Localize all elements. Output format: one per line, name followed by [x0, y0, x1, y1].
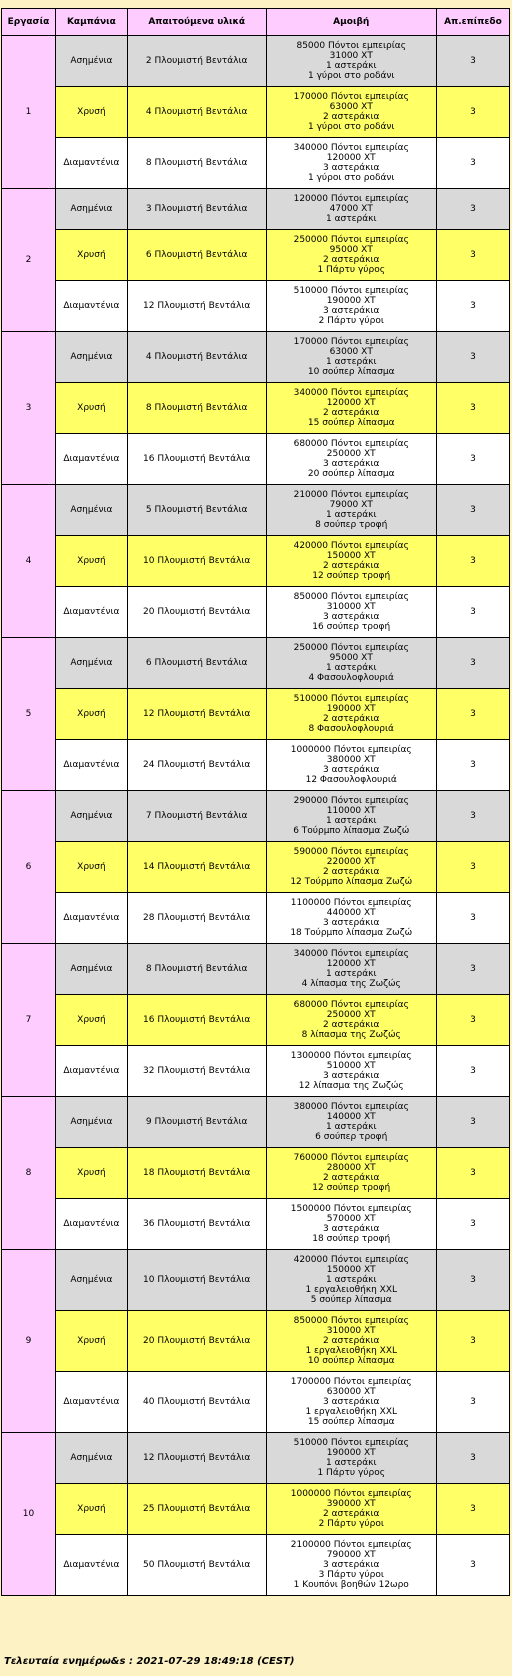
reward-line: 420000 Πόντοι εμπειρίας — [293, 541, 409, 551]
materials-cell: 32 Πλουμιστή Βεντάλια — [128, 1046, 266, 1096]
reward-line: 3 αστεράκια — [323, 612, 380, 622]
table-row — [2, 1199, 509, 1249]
table-row — [2, 485, 509, 535]
reward-line: 1 εργαλειοθήκη XXL — [305, 1346, 398, 1356]
reward-cell — [267, 893, 436, 943]
reward-line: 340000 Πόντοι εμπειρίας — [293, 949, 409, 959]
reward-line: 1 αστεράκι — [325, 816, 377, 826]
table-row — [2, 995, 509, 1045]
reward-line: 18 Τούρμπο λίπασμα Ζωζώ — [290, 928, 413, 938]
reward-line: 220000 ΧΤ — [326, 857, 376, 867]
reward-line: 12 σούπερ τροφή — [312, 571, 391, 581]
reward-cell — [267, 434, 436, 484]
materials-cell: 2 Πλουμιστή Βεντάλια — [128, 36, 266, 86]
campaign-cell: Διαμαντένια — [56, 587, 127, 637]
materials-cell: 20 Πλουμιστή Βεντάλια — [128, 1311, 266, 1371]
table-row — [2, 1535, 509, 1595]
reward-line: 5 σούπερ λίπασμα — [310, 1295, 392, 1305]
tasks-body — [2, 36, 509, 1595]
reward-line: 2 αστεράκια — [323, 255, 380, 265]
reward-line: 1 Κουπόνι βοηθών 12ωρο — [293, 1580, 409, 1590]
table-row — [2, 383, 509, 433]
campaign-cell: Χρυσή — [56, 995, 127, 1045]
reward-line: 1500000 Πόντοι εμπειρίας — [290, 1204, 412, 1214]
campaign-cell: Χρυσή — [56, 1148, 127, 1198]
campaign-cell: Διαμαντένια — [56, 740, 127, 790]
reward-line: 1 αστεράκι — [325, 510, 377, 520]
materials-cell: 20 Πλουμιστή Βεντάλια — [128, 587, 266, 637]
level-cell: 3 — [437, 485, 509, 535]
reward-line: 2 αστεράκια — [323, 112, 380, 122]
level-cell: 3 — [437, 87, 509, 137]
reward-cell — [267, 1199, 436, 1249]
reward-line: 440000 ΧΤ — [326, 908, 376, 918]
level-cell: 3 — [437, 1046, 509, 1096]
reward-line: 8 λίπασμα της Ζωζώς — [301, 1030, 401, 1040]
table-row — [2, 281, 509, 331]
level-cell: 3 — [437, 1372, 509, 1432]
level-cell: 3 — [437, 332, 509, 382]
level-cell: 3 — [437, 944, 509, 994]
reward-cell — [267, 1250, 436, 1310]
table-row — [2, 791, 509, 841]
table-row — [2, 138, 509, 188]
campaign-cell: Χρυσή — [56, 87, 127, 137]
level-cell: 3 — [437, 740, 509, 790]
materials-cell: 14 Πλουμιστή Βεντάλια — [128, 842, 266, 892]
table-row — [2, 740, 509, 790]
materials-cell: 12 Πλουμιστή Βεντάλια — [128, 281, 266, 331]
reward-line: 95000 ΧΤ — [329, 245, 373, 255]
reward-line: 12 λίπασμα της Ζωζώς — [298, 1081, 404, 1091]
materials-cell: 16 Πλουμιστή Βεντάλια — [128, 995, 266, 1045]
reward-cell — [267, 332, 436, 382]
reward-cell — [267, 87, 436, 137]
task-number: 10 — [2, 1433, 55, 1595]
reward-line: 3 αστεράκια — [323, 1224, 380, 1234]
reward-cell — [267, 689, 436, 739]
reward-cell — [267, 230, 436, 280]
reward-line: 8 σούπερ τροφή — [315, 520, 388, 530]
level-cell: 3 — [437, 1484, 509, 1534]
table-row — [2, 842, 509, 892]
reward-line: 6 σούπερ τροφή — [315, 1132, 388, 1142]
reward-line: 20 σούπερ λίπασμα — [307, 469, 395, 479]
level-cell: 3 — [437, 893, 509, 943]
reward-line: 2 Πάρτυ γύροι — [318, 316, 384, 326]
reward-line: 3 αστεράκια — [323, 1560, 380, 1570]
reward-line: 1 εργαλειοθήκη XXL — [305, 1285, 398, 1295]
reward-line: 63000 ΧΤ — [329, 347, 373, 357]
materials-cell: 12 Πλουμιστή Βεντάλια — [128, 689, 266, 739]
reward-line: 190000 ΧΤ — [326, 704, 376, 714]
table-row — [2, 638, 509, 688]
reward-line: 250000 ΧΤ — [326, 1010, 376, 1020]
materials-cell: 3 Πλουμιστή Βεντάλια — [128, 189, 266, 229]
reward-line: 2 αστεράκια — [323, 867, 380, 877]
table-row — [2, 587, 509, 637]
level-cell: 3 — [437, 1311, 509, 1371]
reward-line: 850000 Πόντοι εμπειρίας — [293, 1316, 409, 1326]
reward-line: 1 γύροι στο ροδάνι — [308, 122, 395, 132]
reward-line: 3 αστεράκια — [323, 1071, 380, 1081]
materials-cell: 4 Πλουμιστή Βεντάλια — [128, 87, 266, 137]
campaign-cell: Ασημένια — [56, 1250, 127, 1310]
campaign-cell: Ασημένια — [56, 36, 127, 86]
task-number: 1 — [2, 36, 55, 188]
reward-line: 2 αστεράκια — [323, 1173, 380, 1183]
reward-line: 310000 ΧΤ — [326, 1326, 376, 1336]
materials-cell: 40 Πλουμιστή Βεντάλια — [128, 1372, 266, 1432]
reward-line: 390000 ΧΤ — [326, 1499, 376, 1509]
reward-cell — [267, 944, 436, 994]
reward-line: 8 Φασουλοφλουριά — [308, 724, 394, 734]
reward-cell — [267, 842, 436, 892]
campaign-cell: Διαμαντένια — [56, 1046, 127, 1096]
reward-cell — [267, 1535, 436, 1595]
materials-cell: 36 Πλουμιστή Βεντάλια — [128, 1199, 266, 1249]
reward-line: 3 αστεράκια — [323, 163, 380, 173]
reward-line: 2100000 Πόντοι εμπειρίας — [290, 1540, 412, 1550]
reward-line: 1 αστεράκι — [325, 1458, 377, 1468]
reward-line: 1 αστεράκι — [325, 1122, 377, 1132]
campaign-cell: Χρυσή — [56, 1484, 127, 1534]
materials-cell: 28 Πλουμιστή Βεντάλια — [128, 893, 266, 943]
materials-cell: 5 Πλουμιστή Βεντάλια — [128, 485, 266, 535]
reward-line: 680000 Πόντοι εμπειρίας — [293, 1000, 409, 1010]
materials-cell: 6 Πλουμιστή Βεντάλια — [128, 230, 266, 280]
reward-line: 2 αστεράκια — [323, 1509, 380, 1519]
table-row — [2, 230, 509, 280]
reward-line: 15 σούπερ λίπασμα — [307, 1417, 395, 1427]
task-number: 5 — [2, 638, 55, 790]
campaign-cell: Διαμαντένια — [56, 434, 127, 484]
reward-line: 290000 Πόντοι εμπειρίας — [293, 796, 409, 806]
reward-line: 250000 ΧΤ — [326, 449, 376, 459]
reward-line: 140000 ΧΤ — [326, 1112, 376, 1122]
reward-line: 18 σούπερ τροφή — [312, 1234, 391, 1244]
reward-cell — [267, 1097, 436, 1147]
campaign-cell: Ασημένια — [56, 1433, 127, 1483]
task-number: 7 — [2, 944, 55, 1096]
reward-line: 1 αστεράκι — [325, 357, 377, 367]
header-row — [2, 9, 509, 35]
reward-line: 16 σούπερ τροφή — [312, 622, 391, 632]
level-cell: 3 — [437, 383, 509, 433]
reward-line: 1 Πάρτυ γύρος — [317, 1468, 385, 1478]
reward-line: 6 Τούρμπο λίπασμα Ζωζώ — [293, 826, 410, 836]
reward-cell — [267, 638, 436, 688]
materials-cell: 4 Πλουμιστή Βεντάλια — [128, 332, 266, 382]
reward-cell — [267, 1046, 436, 1096]
reward-line: 2 αστεράκια — [323, 1020, 380, 1030]
table-row — [2, 1097, 509, 1147]
materials-cell: 6 Πλουμιστή Βεντάλια — [128, 638, 266, 688]
reward-line: 1 εργαλειοθήκη XXL — [305, 1407, 398, 1417]
campaign-cell: Διαμαντένια — [56, 893, 127, 943]
level-cell: 3 — [437, 1535, 509, 1595]
reward-line: 120000 ΧΤ — [326, 153, 376, 163]
reward-line: 1 αστεράκι — [325, 663, 377, 673]
reward-cell — [267, 536, 436, 586]
header-level: Απ.επίπεδο — [437, 9, 509, 35]
reward-line: 3 αστεράκια — [323, 306, 380, 316]
reward-line: 12 Τούρμπο λίπασμα Ζωζώ — [290, 877, 413, 887]
task-number: 9 — [2, 1250, 55, 1432]
reward-line: 1000000 Πόντοι εμπειρίας — [290, 1489, 412, 1499]
level-cell: 3 — [437, 434, 509, 484]
reward-cell — [267, 1372, 436, 1432]
reward-line: 210000 Πόντοι εμπειρίας — [293, 490, 409, 500]
header-materials: Απαιτούμενα υλικά — [128, 9, 266, 35]
level-cell: 3 — [437, 842, 509, 892]
materials-cell: 18 Πλουμιστή Βεντάλια — [128, 1148, 266, 1198]
reward-line: 590000 Πόντοι εμπειρίας — [293, 847, 409, 857]
reward-cell — [267, 1484, 436, 1534]
reward-line: 1 αστεράκι — [325, 1275, 377, 1285]
reward-line: 190000 ΧΤ — [326, 296, 376, 306]
reward-cell — [267, 138, 436, 188]
materials-cell: 50 Πλουμιστή Βεντάλια — [128, 1535, 266, 1595]
task-number: 2 — [2, 189, 55, 331]
reward-cell — [267, 281, 436, 331]
materials-cell: 10 Πλουμιστή Βεντάλια — [128, 536, 266, 586]
header-reward: Αμοιβή — [267, 9, 436, 35]
reward-cell — [267, 1433, 436, 1483]
reward-line: 510000 Πόντοι εμπειρίας — [293, 286, 409, 296]
reward-line: 380000 Πόντοι εμπειρίας — [293, 1102, 409, 1112]
reward-line: 280000 ΧΤ — [326, 1163, 376, 1173]
materials-cell: 24 Πλουμιστή Βεντάλια — [128, 740, 266, 790]
level-cell: 3 — [437, 1433, 509, 1483]
reward-line: 3 αστεράκια — [323, 765, 380, 775]
reward-cell — [267, 740, 436, 790]
reward-line: 2 αστεράκια — [323, 408, 380, 418]
campaign-cell: Ασημένια — [56, 638, 127, 688]
level-cell: 3 — [437, 638, 509, 688]
reward-line: 510000 Πόντοι εμπειρίας — [293, 1438, 409, 1448]
reward-line: 1 γύροι στο ροδάνι — [308, 173, 395, 183]
reward-line: 1 αστεράκι — [325, 214, 377, 224]
reward-line: 340000 Πόντοι εμπειρίας — [293, 143, 409, 153]
table-row — [2, 1250, 509, 1310]
reward-line: 1100000 Πόντοι εμπειρίας — [290, 898, 412, 908]
materials-cell: 7 Πλουμιστή Βεντάλια — [128, 791, 266, 841]
reward-line: 340000 Πόντοι εμπειρίας — [293, 388, 409, 398]
campaign-cell: Ασημένια — [56, 1097, 127, 1147]
last-updated: Τελευταία ενημέρω&s : 2021-07-29 18:49:18 (CEST) — [4, 1656, 295, 1667]
reward-line: 150000 ΧΤ — [326, 1265, 376, 1275]
table-row — [2, 1484, 509, 1534]
reward-line: 120000 Πόντοι εμπειρίας — [293, 194, 409, 204]
reward-cell — [267, 383, 436, 433]
level-cell: 3 — [437, 995, 509, 1045]
reward-line: 570000 ΧΤ — [326, 1214, 376, 1224]
reward-line: 12 σούπερ τροφή — [312, 1183, 391, 1193]
reward-line: 47000 ΧΤ — [329, 204, 373, 214]
reward-line: 4 Φασουλοφλουριά — [308, 673, 394, 683]
campaign-cell: Ασημένια — [56, 189, 127, 229]
level-cell: 3 — [437, 1097, 509, 1147]
materials-cell: 8 Πλουμιστή Βεντάλια — [128, 383, 266, 433]
materials-cell: 8 Πλουμιστή Βεντάλια — [128, 138, 266, 188]
level-cell: 3 — [437, 587, 509, 637]
reward-line: 680000 Πόντοι εμπειρίας — [293, 439, 409, 449]
task-number: 6 — [2, 791, 55, 943]
table-row — [2, 1311, 509, 1371]
reward-line: 850000 Πόντοι εμπειρίας — [293, 592, 409, 602]
table-row — [2, 1433, 509, 1483]
table-row — [2, 1046, 509, 1096]
reward-line: 95000 ΧΤ — [329, 653, 373, 663]
reward-cell — [267, 485, 436, 535]
reward-line: 120000 ΧΤ — [326, 959, 376, 969]
table-row — [2, 36, 509, 86]
table-row — [2, 332, 509, 382]
reward-line: 1000000 Πόντοι εμπειρίας — [290, 745, 412, 755]
reward-cell — [267, 1311, 436, 1371]
reward-line: 85000 Πόντοι εμπειρίας — [296, 41, 406, 51]
reward-line: 15 σούπερ λίπασμα — [307, 418, 395, 428]
level-cell: 3 — [437, 1250, 509, 1310]
reward-line: 510000 Πόντοι εμπειρίας — [293, 694, 409, 704]
campaign-cell: Διαμαντένια — [56, 138, 127, 188]
materials-cell: 9 Πλουμιστή Βεντάλια — [128, 1097, 266, 1147]
header-campaign: Καμπάνια — [56, 9, 127, 35]
campaign-cell: Διαμαντένια — [56, 1199, 127, 1249]
campaign-cell: Ασημένια — [56, 485, 127, 535]
reward-line: 63000 ΧΤ — [329, 102, 373, 112]
level-cell: 3 — [437, 189, 509, 229]
level-cell: 3 — [437, 1199, 509, 1249]
campaign-cell: Διαμαντένια — [56, 1535, 127, 1595]
campaign-cell: Διαμαντένια — [56, 281, 127, 331]
task-number: 8 — [2, 1097, 55, 1249]
materials-cell: 10 Πλουμιστή Βεντάλια — [128, 1250, 266, 1310]
table-row — [2, 189, 509, 229]
reward-cell — [267, 1148, 436, 1198]
campaign-cell: Διαμαντένια — [56, 1372, 127, 1432]
reward-line: 1300000 Πόντοι εμπειρίας — [290, 1051, 412, 1061]
campaign-cell: Ασημένια — [56, 332, 127, 382]
materials-cell: 25 Πλουμιστή Βεντάλια — [128, 1484, 266, 1534]
campaign-cell: Χρυσή — [56, 536, 127, 586]
table-row — [2, 536, 509, 586]
campaign-cell: Ασημένια — [56, 791, 127, 841]
reward-line: 10 σούπερ λίπασμα — [307, 1356, 395, 1366]
reward-line: 1 αστεράκι — [325, 969, 377, 979]
campaign-cell: Χρυσή — [56, 689, 127, 739]
table-row — [2, 893, 509, 943]
campaign-cell: Χρυσή — [56, 1311, 127, 1371]
reward-line: 250000 Πόντοι εμπειρίας — [293, 643, 409, 653]
header-task: Εργασία — [2, 9, 55, 35]
reward-line: 510000 ΧΤ — [326, 1061, 376, 1071]
campaign-cell: Χρυσή — [56, 383, 127, 433]
table-row — [2, 944, 509, 994]
task-number: 4 — [2, 485, 55, 637]
table-row — [2, 689, 509, 739]
tasks-table — [1, 8, 510, 1596]
reward-line: 420000 Πόντοι εμπειρίας — [293, 1255, 409, 1265]
level-cell: 3 — [437, 230, 509, 280]
reward-line: 1 γύροι στο ροδάνι — [308, 71, 395, 81]
reward-line: 790000 ΧΤ — [326, 1550, 376, 1560]
reward-line: 120000 ΧΤ — [326, 398, 376, 408]
reward-line: 2 Πάρτυ γύροι — [318, 1519, 384, 1529]
reward-cell — [267, 995, 436, 1045]
reward-line: 2 αστεράκια — [323, 1336, 380, 1346]
reward-line: 3 αστεράκια — [323, 1397, 380, 1407]
level-cell: 3 — [437, 36, 509, 86]
reward-line: 150000 ΧΤ — [326, 551, 376, 561]
reward-line: 250000 Πόντοι εμπειρίας — [293, 235, 409, 245]
materials-cell: 8 Πλουμιστή Βεντάλια — [128, 944, 266, 994]
reward-line: 10 σούπερ λίπασμα — [307, 367, 395, 377]
campaign-cell: Χρυσή — [56, 842, 127, 892]
reward-line: 380000 ΧΤ — [326, 755, 376, 765]
level-cell: 3 — [437, 138, 509, 188]
reward-line: 1 αστεράκι — [325, 61, 377, 71]
level-cell: 3 — [437, 689, 509, 739]
reward-line: 170000 Πόντοι εμπειρίας — [293, 92, 409, 102]
reward-line: 760000 Πόντοι εμπειρίας — [293, 1153, 409, 1163]
task-number: 3 — [2, 332, 55, 484]
reward-line: 3 αστεράκια — [323, 459, 380, 469]
table-row — [2, 87, 509, 137]
reward-line: 31000 ΧΤ — [329, 51, 373, 61]
reward-line: 79000 ΧΤ — [329, 500, 373, 510]
reward-line: 3 αστεράκια — [323, 918, 380, 928]
reward-cell — [267, 36, 436, 86]
reward-line: 110000 ΧΤ — [326, 806, 376, 816]
reward-cell — [267, 189, 436, 229]
reward-line: 310000 ΧΤ — [326, 602, 376, 612]
materials-cell: 12 Πλουμιστή Βεντάλια — [128, 1433, 266, 1483]
reward-cell — [267, 791, 436, 841]
level-cell: 3 — [437, 791, 509, 841]
reward-line: 2 αστεράκια — [323, 561, 380, 571]
reward-line: 1 Πάρτυ γύρος — [317, 265, 385, 275]
level-cell: 3 — [437, 536, 509, 586]
table-row — [2, 1148, 509, 1198]
table-row — [2, 1372, 509, 1432]
reward-line: 12 Φασουλοφλουριά — [305, 775, 397, 785]
level-cell: 3 — [437, 281, 509, 331]
reward-line: 170000 Πόντοι εμπειρίας — [293, 337, 409, 347]
reward-line: 190000 ΧΤ — [326, 1448, 376, 1458]
campaign-cell: Χρυσή — [56, 230, 127, 280]
reward-line: 630000 ΧΤ — [326, 1387, 376, 1397]
reward-line: 3 Πάρτυ γύροι — [318, 1570, 384, 1580]
reward-line: 2 αστεράκια — [323, 714, 380, 724]
campaign-cell: Ασημένια — [56, 944, 127, 994]
level-cell: 3 — [437, 1148, 509, 1198]
reward-line: 4 λίπασμα της Ζωζώς — [301, 979, 401, 989]
materials-cell: 16 Πλουμιστή Βεντάλια — [128, 434, 266, 484]
reward-line: 1700000 Πόντοι εμπειρίας — [290, 1377, 412, 1387]
reward-cell — [267, 587, 436, 637]
table-row — [2, 434, 509, 484]
